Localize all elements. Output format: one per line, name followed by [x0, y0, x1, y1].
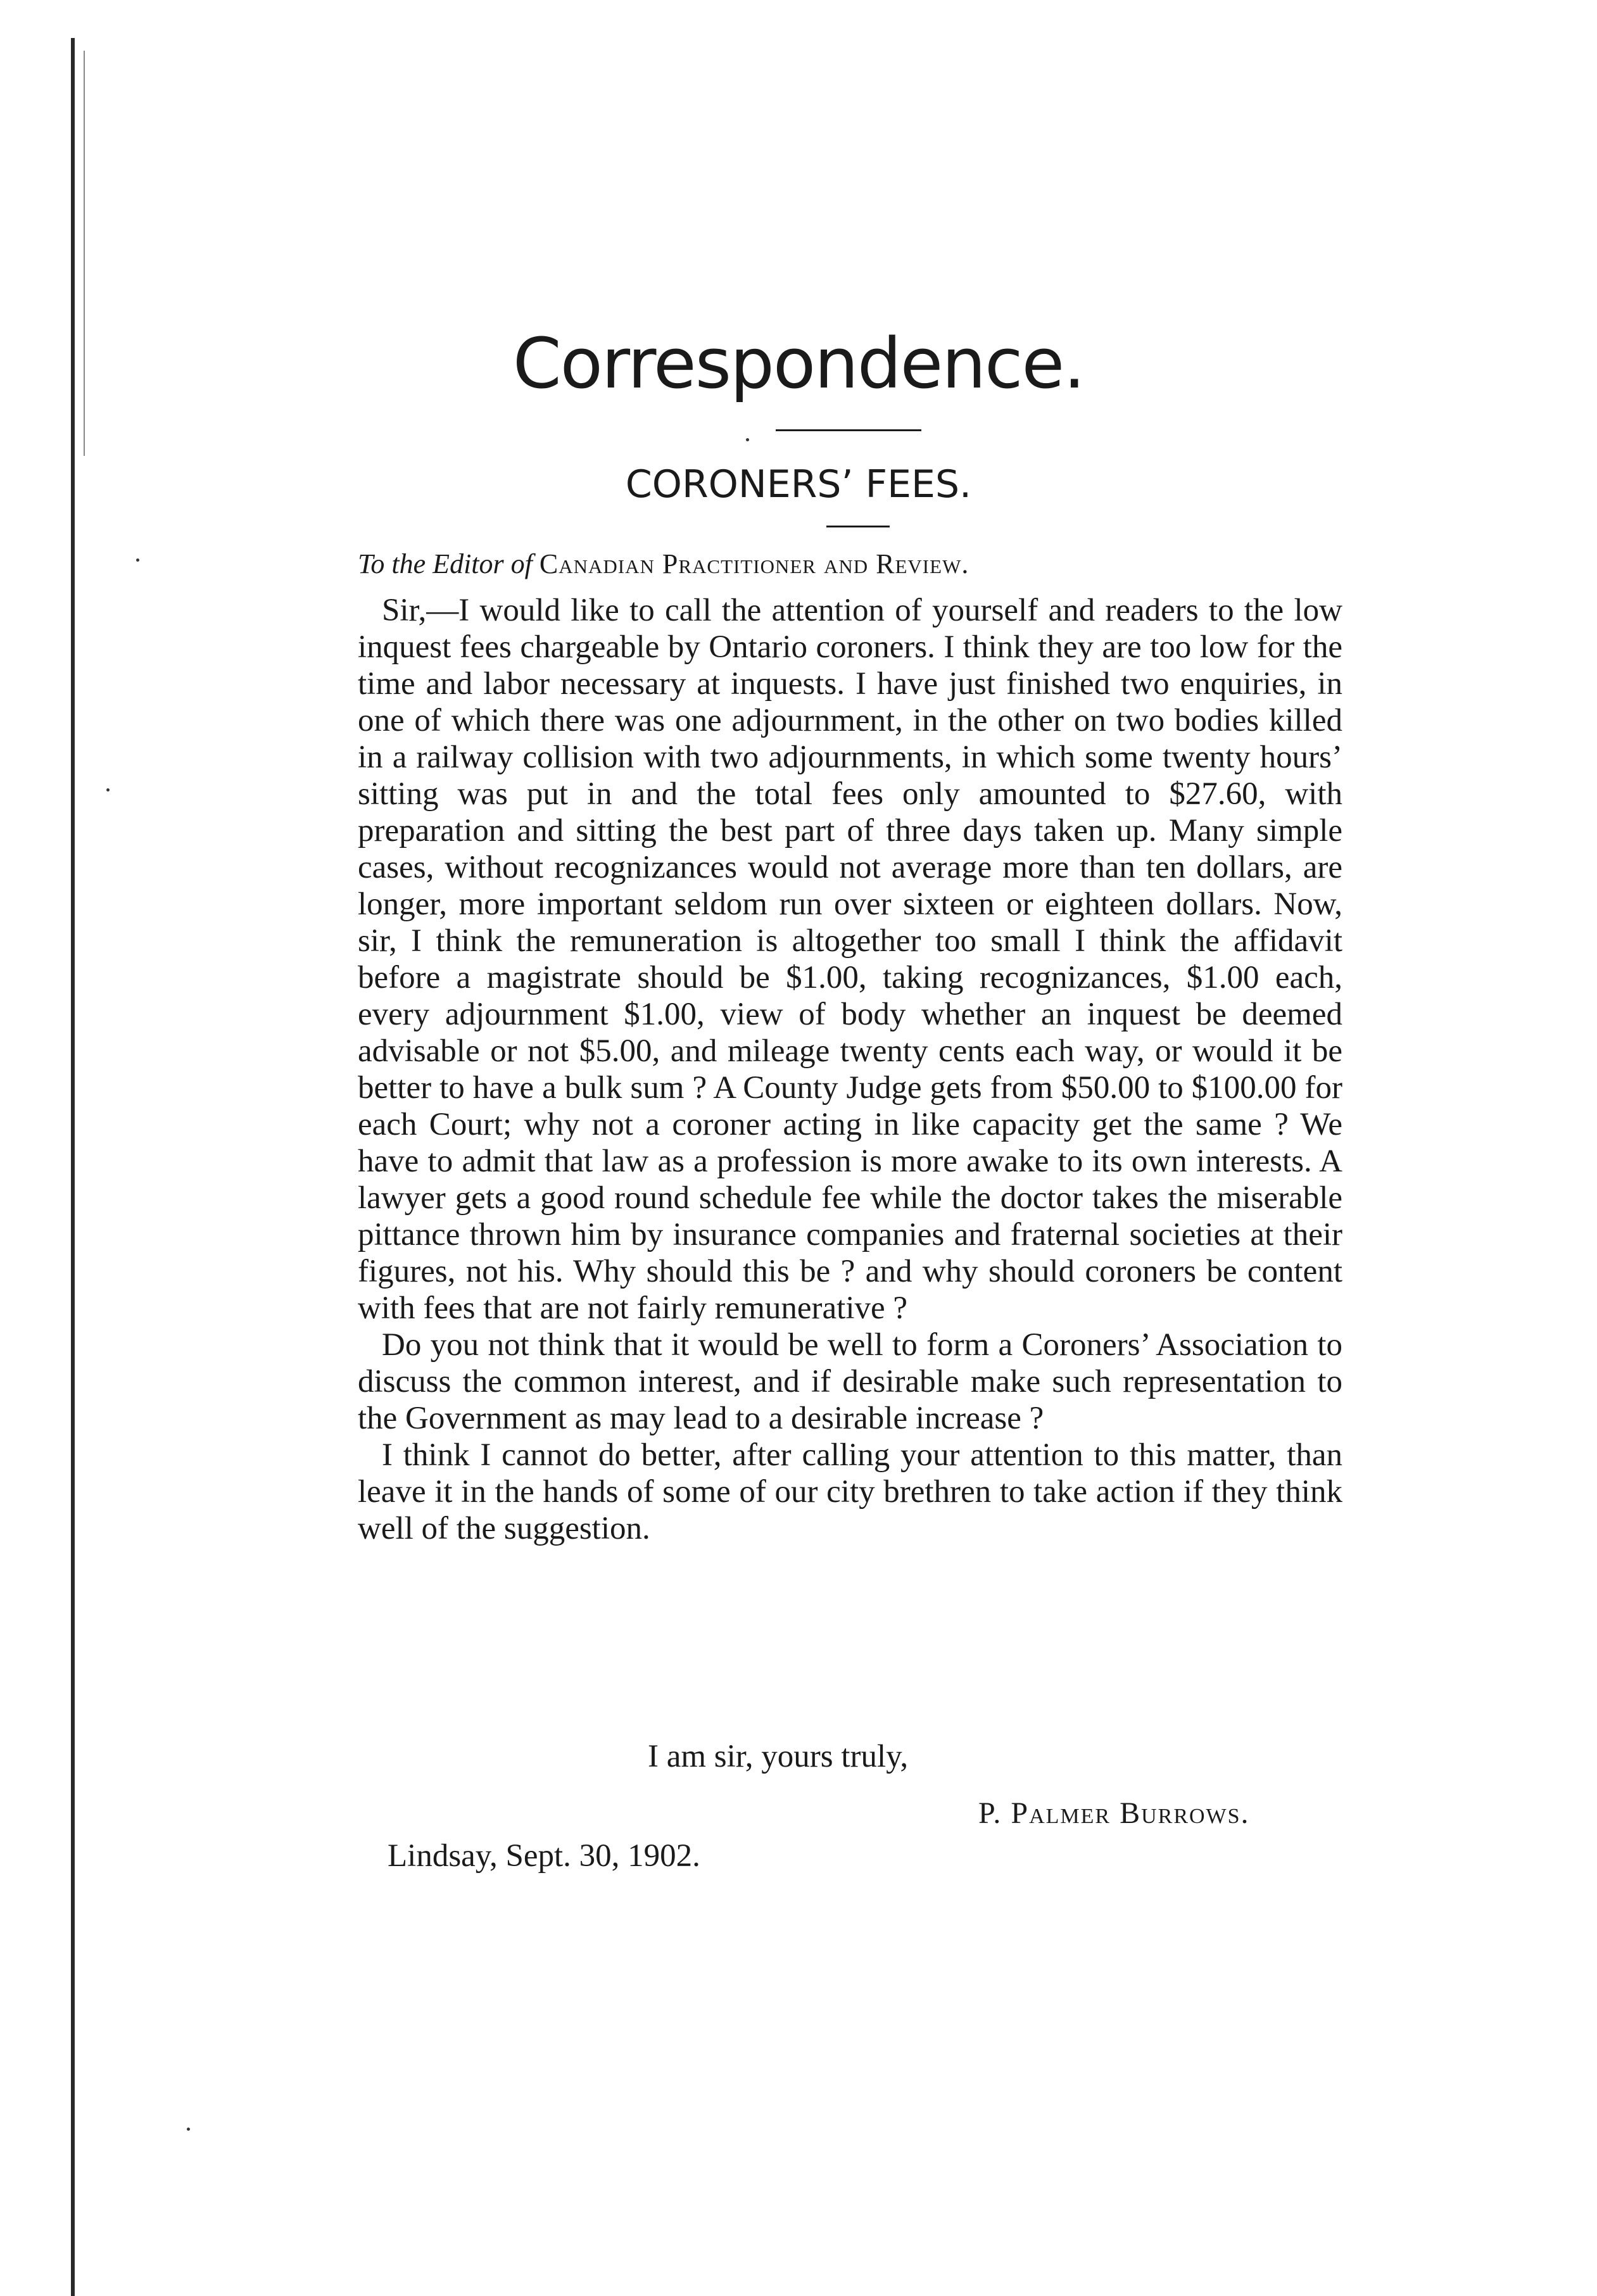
salutation-prefix: To the Editor of — [358, 548, 533, 579]
print-speck — [746, 438, 749, 441]
print-speck — [187, 2128, 190, 2131]
letter-paragraph: I think I cannot do better, after calling your attention to this matter, than leave it in the hands of some of our city brethren to take action if they think well of the suggestion. — [358, 1437, 1342, 1546]
letter-paragraph: Sir,—I would like to call the attention of yourself and readers to the low inquest fees chargeable by Ontario coroners. I think they are too low for the time and labor necessary at inquests. I have just finished two enquiries, in one of which there was one adjournment, in the other on two bodies killed in a railway collision with two adjournments, in which some twenty hours’ sitting was put in and the total fees only amounted to $27.60, with preparation and sitting the best part of three days taken up. Many simple cases, without recognizances would not average more than ten dollars, are longer, more important seldom run over sixteen or eighteen dollars. Now, sir, I think the remuneration is altogether too small I think the affidavit before a magistrate should be $1.00, taking recognizances, $1.00 each, every adjournment $1.00, view of body whether an inquest be deemed advisable or not $5.00, and mileage twenty cents each way, or would it be better to have a bulk sum ? A County Judge gets from $50.00 to $100.00 for each Court; why not a coroner acting in like capacity get the same ? We have to admit that law as a profession is more awake to its own interests. A lawyer gets a good round schedule fee while the doctor takes the miserable pittance thrown him by insurance companies and fraternal societies at their figures, not his. Why should this be ? and why should coroners be content with fees that are not fairly remunerative ? — [358, 593, 1342, 1326]
section-title: CORONERS’ FEES. — [625, 462, 972, 507]
letter-signature: P. Palmer Burrows. — [978, 1796, 1250, 1830]
print-speck — [136, 558, 139, 562]
print-speck — [106, 788, 110, 792]
letter-dateline: Lindsay, Sept. 30, 1902. — [388, 1838, 700, 1874]
salutation-line — [358, 548, 969, 580]
letter-closing: I am sir, yours truly, — [648, 1739, 909, 1774]
page-heading: Correspondence. — [512, 323, 1085, 404]
section-divider — [826, 526, 890, 527]
letter-paragraph: Do you not think that it would be well to form a Coroners’ Association to discuss the common interest, and if desirable make such representation to the Government as may lead to a desirable increase ? — [358, 1327, 1342, 1436]
journal-name: Canadian Practitioner and Review. — [539, 548, 969, 579]
heading-divider — [776, 429, 921, 431]
letter-body — [358, 592, 1342, 1547]
